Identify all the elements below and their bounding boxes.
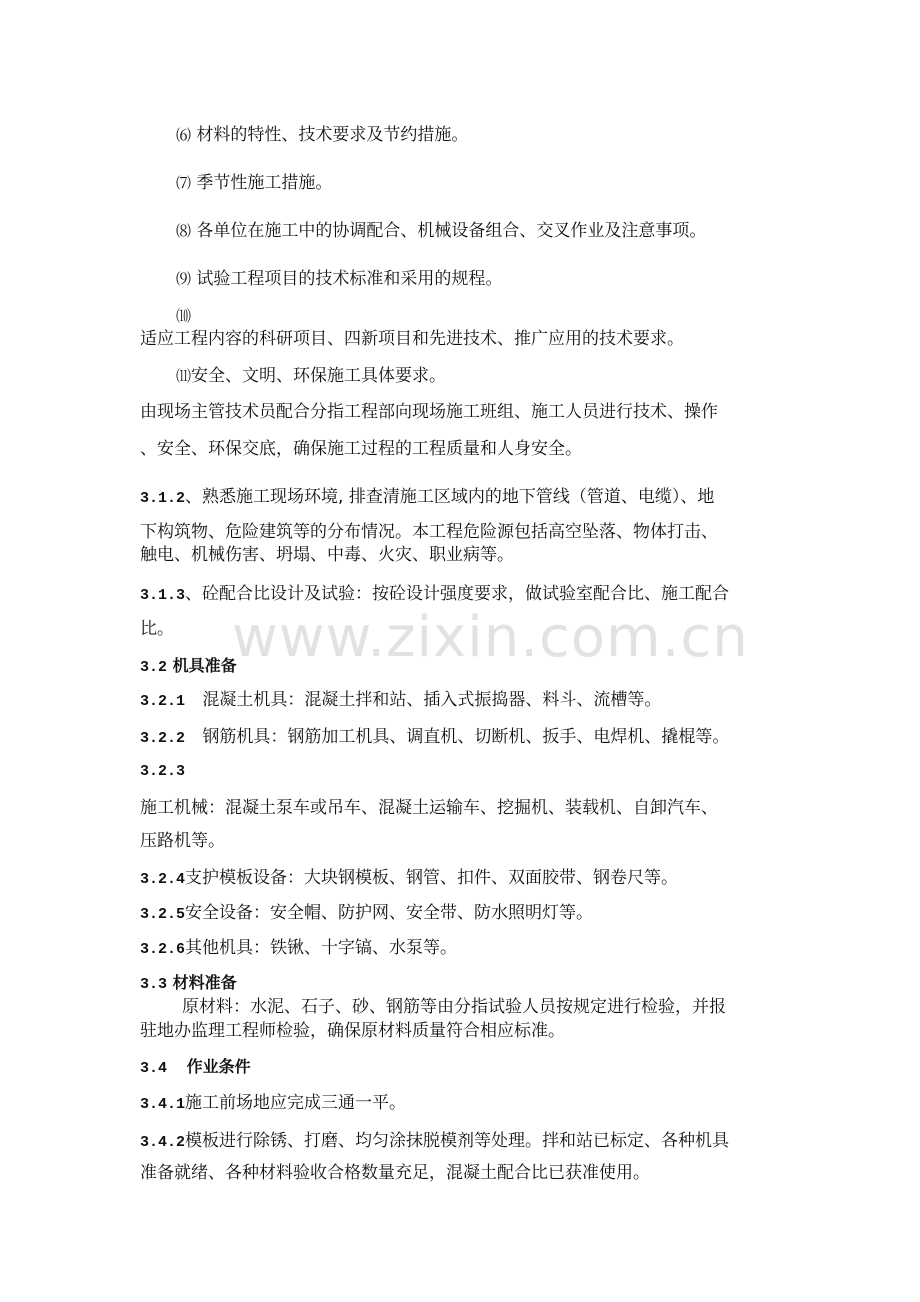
- paragraph-line: 驻地办监理工程师检验，确保原材料质量符合相应标准。: [140, 1021, 565, 1041]
- section-number: 3.2.3: [140, 763, 186, 780]
- paragraph-line: 准备就绪、各种材料验收合格数量充足，混凝土配合比已获准使用。: [140, 1163, 650, 1183]
- paragraph-line: 压路机等。: [140, 831, 225, 851]
- list-item: ⑺ 季节性施工措施。: [176, 173, 333, 193]
- watermark: www.zixin.com.cn: [232, 605, 749, 670]
- paragraph-line: 触电、机械伤害、坍塌、中毒、火灾、职业病等。: [140, 545, 514, 565]
- list-item-number: ⑽: [176, 307, 192, 325]
- list-item-text: 适应工程内容的科研项目、四新项目和先进技术、推广应用的技术要求。: [140, 329, 684, 349]
- paragraph-line: 由现场主管技术员配合分指工程部向现场施工班组、施工人员进行技术、操作: [140, 402, 718, 422]
- list-item: ⑹ 材料的特性、技术要求及节约措施。: [176, 125, 469, 145]
- section-3-2-4: 3.2.4支护模板设备：大块钢模板、钢管、扣件、双面胶带、钢卷尺等。: [140, 868, 679, 888]
- section-3-1-2: 3.1.2、熟悉施工现场环境, 排查清施工区域内的地下管线（管道、电缆）、地: [140, 487, 715, 507]
- section-3-2-5: 3.2.5安全设备：安全帽、防护网、安全带、防水照明灯等。: [140, 903, 594, 923]
- paragraph-line: 施工机械：混凝土泵车或吊车、混凝土运输车、挖掘机、装载机、自卸汽车、: [140, 798, 718, 818]
- section-heading: 3.3 材料准备: [140, 973, 237, 993]
- section-3-1-3: 3.1.3、砼配合比设计及试验：按砼设计强度要求，做试验室配合比、施工配合: [140, 584, 730, 604]
- section-3-2-6: 3.2.6其他机具：铁锹、十字镐、水泵等。: [140, 938, 458, 958]
- paragraph-line: 、安全、环保交底，确保施工过程的工程质量和人身安全。: [140, 439, 582, 459]
- section-3-2-2: 3.2.2 钢筋机具：钢筋加工机具、调直机、切断机、扳手、电焊机、撬棍等。: [140, 727, 730, 747]
- list-item: ⑾安全、文明、环保施工具体要求。: [176, 366, 447, 386]
- section-3-2-1: 3.2.1 混凝土机具：混凝土拌和站、插入式振捣器、料斗、流槽等。: [140, 690, 662, 710]
- paragraph-line: 原材料：水泥、石子、砂、钢筋等由分指试验人员按规定进行检验，并报: [182, 997, 726, 1017]
- list-item: ⑼ 试验工程项目的技术标准和采用的规程。: [176, 269, 503, 289]
- list-item: ⑻ 各单位在施工中的协调配合、机械设备组合、交叉作业及注意事项。: [176, 221, 707, 241]
- paragraph-line: 比。: [140, 619, 174, 639]
- section-3-4-2: 3.4.2模板进行除锈、打磨、均匀涂抹脱模剂等处理。拌和站已标定、各种机具: [140, 1131, 730, 1151]
- section-3-4-1: 3.4.1施工前场地应完成三通一平。: [140, 1093, 407, 1113]
- paragraph-line: 下构筑物、危险建筑等的分布情况。本工程危险源包括高空坠落、物体打击、: [140, 522, 718, 542]
- section-heading: 3.4 作业条件: [140, 1057, 251, 1077]
- section-heading: 3.2 机具准备: [140, 656, 237, 676]
